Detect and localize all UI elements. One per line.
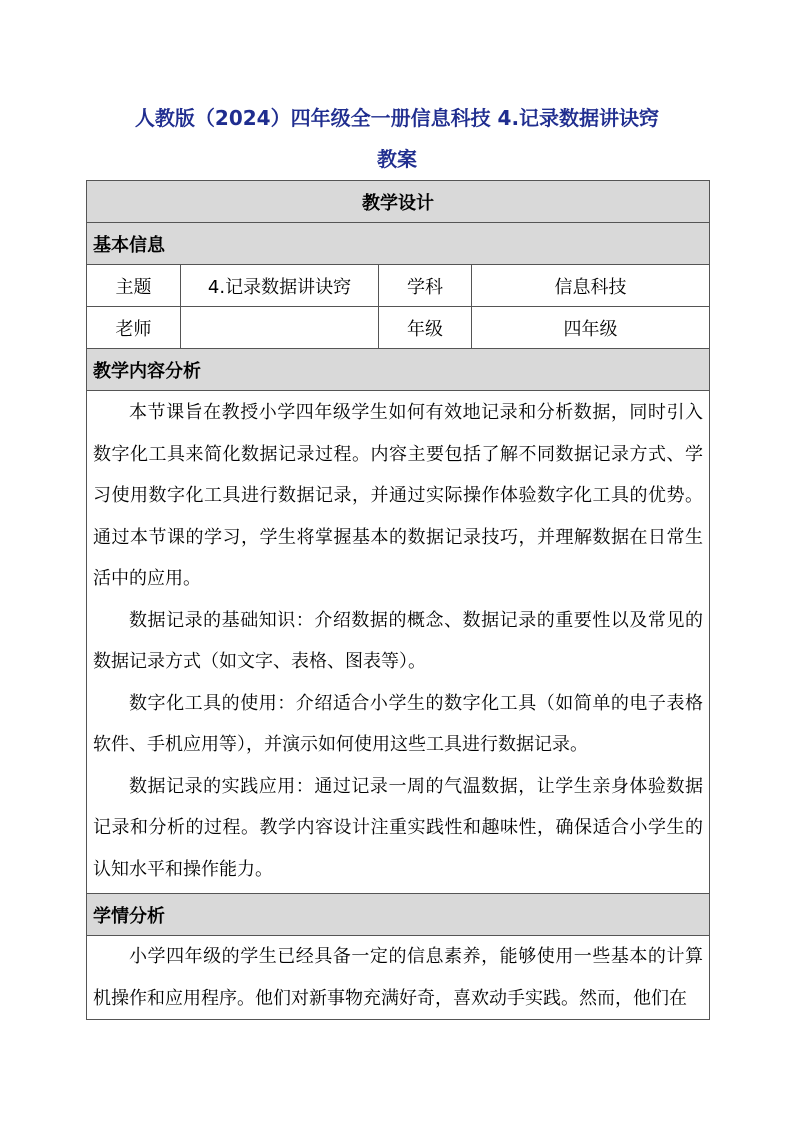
topic-value: 4.记录数据讲诀窍	[181, 265, 379, 307]
topic-label: 主题	[87, 265, 181, 307]
grade-value: 四年级	[472, 307, 710, 349]
learning-analysis-heading: 学情分析	[87, 894, 710, 936]
subject-label: 学科	[379, 265, 472, 307]
table-header: 教学设计	[87, 181, 710, 223]
document-title-line1: 人教版（2024）四年级全一册信息科技 4.记录数据讲诀窍	[134, 106, 660, 130]
content-analysis-paragraph: 数据记录的基础知识：介绍数据的概念、数据记录的重要性以及常见的数据记录方式（如文字、表格、图表等）。	[93, 609, 703, 672]
lesson-plan-table	[86, 180, 710, 1020]
grade-label: 年级	[379, 307, 472, 349]
content-analysis-paragraph: 数字化工具的使用：介绍适合小学生的数字化工具（如简单的电子表格软件、手机应用等），并演示如何使用这些工具进行数据记录。	[93, 692, 703, 755]
content-analysis-heading: 教学内容分析	[87, 349, 710, 391]
subject-value: 信息科技	[472, 265, 710, 307]
learning-analysis-body	[87, 936, 710, 1020]
content-analysis-paragraph: 本节课旨在教授小学四年级学生如何有效地记录和分析数据，同时引入数字化工具来简化数据记录过程。内容主要包括了解不同数据记录方式、学习使用数字化工具进行数据记录，并通过实际操作体验数字化工具的优势。通过本节课的学习，学生将掌握基本的数据记录技巧，并理解数据在日常生活中的应用。	[93, 402, 703, 589]
basic-info-heading: 基本信息	[87, 223, 710, 265]
teacher-label: 老师	[87, 307, 181, 349]
document-title-line2: 教案	[377, 147, 417, 171]
teacher-value	[181, 307, 379, 349]
content-analysis-body	[87, 391, 710, 894]
content-analysis-paragraph: 数据记录的实践应用：通过记录一周的气温数据，让学生亲身体验数据记录和分析的过程。教学内容设计注重实践性和趣味性，确保适合小学生的认知水平和操作能力。	[93, 775, 703, 880]
learning-analysis-paragraph: 小学四年级的学生已经具备一定的信息素养，能够使用一些基本的计算机操作和应用程序。他们对新事物充满好奇，喜欢动手实践。然而，他们在	[93, 946, 703, 1009]
